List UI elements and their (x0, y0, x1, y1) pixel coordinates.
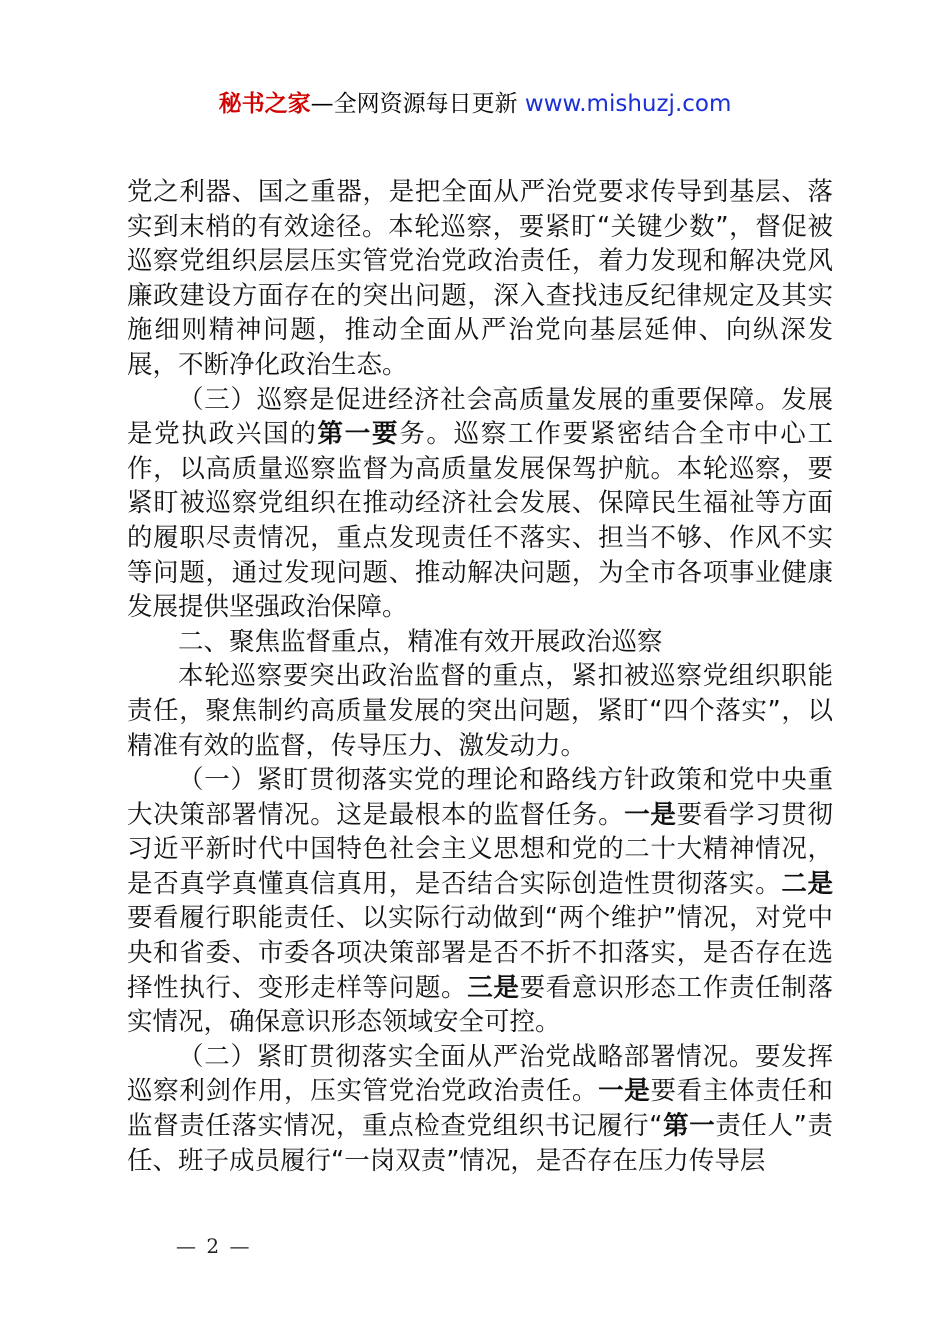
text-run: 要看意识形态工作责任制落实情况，确保意识形态领域安全可控。 (127, 972, 833, 1038)
bold-text: 第一 (662, 1111, 716, 1142)
page-number: — 2 — (176, 1234, 252, 1258)
text-run: 要看主体责任和监督责任落实情况，重点检查党组织书记履行“ (127, 1076, 833, 1142)
site-url[interactable]: www.mishuzj.com (524, 91, 732, 117)
text-run: （二）紧盯贯彻落实全面从严治党战略部署情况。要发挥巡察利剑作用，压实管党治党政治责任。 (127, 1041, 833, 1107)
bold-text: 一是 (624, 799, 677, 830)
text-run: 要看履行职能责任、以实际行动做到“两个维护”情况，对党中央和省委、市委各项决策部署是否不折不扣落实，是否存在选择性执行、变形走样等问题。 (127, 903, 833, 1003)
site-tagline: —全网资源每日更新 (310, 91, 525, 117)
text-run: 要看学习贯彻习近平新时代中国特色社会主义思想和党的二十大精神情况，是否真学真懂真信真用，是否结合实际创造性贯彻落实。 (127, 799, 833, 899)
paragraph (127, 625, 833, 660)
site-brand: 秘书之家 (218, 91, 311, 117)
paragraph (127, 659, 833, 763)
paragraph (127, 763, 833, 1040)
paragraph (127, 175, 833, 383)
paragraph (127, 1040, 833, 1178)
text-run: （三）巡察是促进经济社会高质量发展的重要保障。发展是党执政兴国的 (127, 384, 833, 450)
paragraph (127, 383, 833, 625)
bold-text: 二是 (781, 868, 833, 899)
bold-text: 一是 (598, 1076, 651, 1107)
text-run: 党之利器、国之重器，是把全面从严治党要求传导到基层、落实到末梢的有效途径。本轮巡察，要紧盯“关键少数”，督促被巡察党组织层层压实管党治党政治责任，着力发现和解决党风廉政建设方面存在的突出问题，深入查找违反纪律规定及其实施细则精神问题，推动全面从严治党向基层延伸、向纵深发展，不断净化政治生态。 (127, 177, 833, 380)
text-run: 二、聚焦监督重点，精准有效开展政治巡察 (178, 626, 663, 657)
text-run: 本轮巡察要突出政治监督的重点，紧扣被巡察党组织职能责任，聚焦制约高质量发展的突出问题，紧盯“四个落实”，以精准有效的监督，传导压力、激发动力。 (127, 661, 833, 761)
bold-text: 第一要 (317, 419, 400, 450)
document-body (127, 175, 833, 1178)
bold-text: 三是 (467, 972, 520, 1003)
text-run: 责任人”责任、班子成员履行“一岗双责”情况，是否存在压力传导层 (127, 1111, 833, 1176)
text-run: （一）紧盯贯彻落实党的理论和路线方针政策和党中央重大决策部署情况。这是最根本的监督任务。 (127, 765, 833, 830)
site-header (0, 86, 950, 122)
text-run: 务。巡察工作要紧密结合全市中心工作，以高质量巡察监督为高质量发展保驾护航。本轮巡察，要紧盯被巡察党组织在推动经济社会发展、保障民生福祉等方面的履职尽责情况，重点发现责任不落实、担当不够、作风不实等问题，通过发现问题、推动解决问题，为全市各项事业健康发展提供坚强政治保障。 (127, 419, 833, 623)
